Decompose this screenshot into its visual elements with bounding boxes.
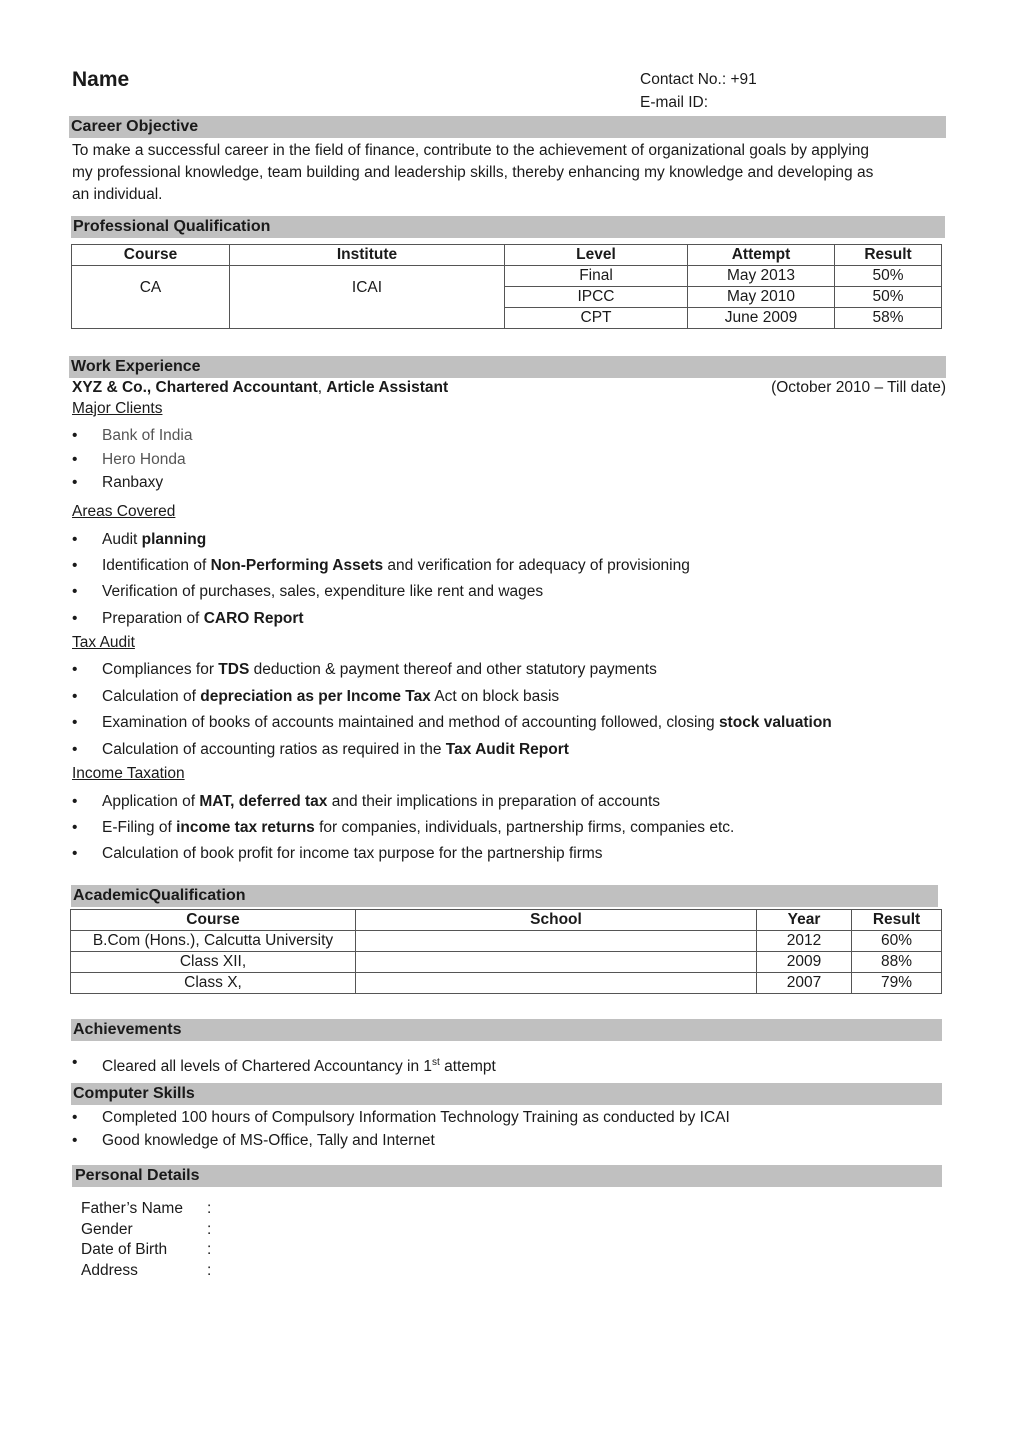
attempt-cell: June 2009 — [688, 308, 835, 329]
table-row — [71, 931, 942, 952]
bullet-icon: • — [72, 741, 78, 758]
course-cell: Class X, — [71, 973, 356, 994]
tax-text: Compliances for TDS deduction & payment thereof and other statutory payments — [102, 661, 657, 678]
area-text: Identification of Non-Performing Assets and verification for adequacy of provisioning — [102, 557, 690, 574]
attempt-cell: May 2010 — [688, 287, 835, 308]
result-cell: 60% — [852, 931, 942, 952]
job-role: Article Assistant — [326, 379, 449, 396]
contact-value: +91 — [730, 71, 757, 88]
professional-qualification-table — [71, 244, 942, 329]
area-text: Audit planning — [102, 531, 207, 548]
table-row — [71, 973, 942, 994]
year-cell: 2012 — [757, 931, 852, 952]
contact-label: Contact No.: — [640, 71, 727, 88]
table-header-row — [72, 245, 942, 266]
col-result: Result — [835, 245, 942, 266]
career-objective-text — [72, 140, 873, 206]
field-label: Date of Birth — [81, 1241, 168, 1258]
tax-audit-heading: Tax Audit — [72, 634, 135, 651]
client-name: Hero Honda — [102, 451, 186, 468]
col-course: Course — [72, 245, 230, 266]
objective-line: an individual. — [72, 186, 163, 203]
income-text: Calculation of book profit for income tax purpose for the partnership firms — [102, 845, 603, 862]
bullet-icon: • — [72, 531, 78, 548]
result-cell: 50% — [835, 266, 942, 287]
bullet-icon: • — [72, 557, 78, 574]
field-label: Address — [81, 1262, 138, 1279]
col-attempt: Attempt — [688, 245, 835, 266]
field-separator: : — [207, 1262, 212, 1279]
personal-field — [81, 1199, 211, 1220]
personal-field — [81, 1261, 211, 1282]
bullet-icon: • — [72, 1109, 78, 1126]
table-row — [72, 266, 942, 287]
skill-text: Good knowledge of MS-Office, Tally and Internet — [102, 1132, 435, 1149]
achievement-text: Cleared all levels of Chartered Accountancy in 1st attempt — [102, 1057, 496, 1076]
objective-line: my professional knowledge, team building and leadership skills, thereby enhancing my knowledge and developing as — [72, 164, 874, 181]
objective-line: To make a successful career in the field of finance, contribute to the achievement of organizational goals by applying — [72, 142, 869, 159]
bullet-icon: • — [72, 793, 78, 810]
bullet-icon: • — [72, 688, 78, 705]
field-label: Father’s Name — [81, 1200, 183, 1217]
result-cell: 79% — [852, 973, 942, 994]
year-cell: 2007 — [757, 973, 852, 994]
field-label: Gender — [81, 1221, 133, 1238]
col-result: Result — [852, 910, 942, 931]
col-year: Year — [757, 910, 852, 931]
level-cell: Final — [505, 266, 688, 287]
area-text: Preparation of CARO Report — [102, 610, 304, 627]
bullet-icon: • — [72, 661, 78, 678]
income-taxation-heading: Income Taxation — [72, 765, 185, 782]
field-separator: : — [207, 1200, 212, 1217]
institute-cell: ICAI — [230, 266, 505, 329]
client-name: Ranbaxy — [102, 474, 164, 491]
table-header-row — [71, 910, 942, 931]
bullet-icon: • — [72, 1054, 78, 1071]
col-institute: Institute — [230, 245, 505, 266]
col-school: School — [356, 910, 757, 931]
bullet-icon: • — [72, 845, 78, 862]
col-level: Level — [505, 245, 688, 266]
major-clients-heading: Major Clients — [72, 400, 163, 417]
course-cell: Class XII, — [71, 952, 356, 973]
email-label: E-mail ID: — [640, 94, 709, 111]
areas-covered-heading: Areas Covered — [72, 503, 176, 520]
field-separator: : — [207, 1221, 212, 1238]
work-experience-heading: Work Experience — [69, 356, 946, 378]
income-text: Application of MAT, deferred tax and their implications in preparation of accounts — [102, 793, 661, 810]
tax-text: Calculation of depreciation as per Income Tax Act on block basis — [102, 688, 560, 705]
bullet-icon: • — [72, 451, 78, 468]
bullet-icon: • — [72, 610, 78, 627]
personal-details-heading: Personal Details — [72, 1165, 942, 1187]
attempt-cell: May 2013 — [688, 266, 835, 287]
computer-skills-heading: Computer Skills — [71, 1083, 942, 1105]
employer-separator: , — [317, 379, 323, 396]
professional-qualification-heading: Professional Qualification — [71, 216, 945, 238]
personal-field — [81, 1220, 211, 1241]
employment-period: (October 2010 – Till date) — [771, 379, 946, 396]
employer-line — [72, 379, 448, 397]
area-text: Verification of purchases, sales, expenditure like rent and wages — [102, 583, 544, 600]
table-row — [71, 952, 942, 973]
bullet-icon: • — [72, 583, 78, 600]
school-cell — [356, 931, 757, 952]
year-cell: 2009 — [757, 952, 852, 973]
bullet-icon: • — [72, 474, 78, 491]
income-text: E-Filing of income tax returns for companies, individuals, partnership firms, companies etc. — [102, 819, 735, 836]
bullet-icon: • — [72, 819, 78, 836]
achievements-heading: Achievements — [71, 1019, 942, 1041]
level-cell: IPCC — [505, 287, 688, 308]
tax-text: Examination of books of accounts maintained and method of accounting followed, closing stock valuation — [102, 714, 832, 731]
personal-field — [81, 1240, 211, 1261]
academic-qualification-heading: AcademicQualification — [71, 885, 938, 907]
course-cell: B.Com (Hons.), Calcutta University — [71, 931, 356, 952]
result-cell: 58% — [835, 308, 942, 329]
bullet-icon: • — [72, 1132, 78, 1149]
client-name: Bank of India — [102, 427, 193, 444]
level-cell: CPT — [505, 308, 688, 329]
field-separator: : — [207, 1241, 212, 1258]
bullet-icon: • — [72, 427, 78, 444]
candidate-name: Name — [72, 68, 130, 91]
school-cell — [356, 973, 757, 994]
skill-text: Completed 100 hours of Compulsory Information Technology Training as conducted by ICAI — [102, 1109, 730, 1126]
tax-text: Calculation of accounting ratios as required in the Tax Audit Report — [102, 741, 569, 758]
course-cell: CA — [72, 266, 230, 329]
bullet-icon: • — [72, 714, 78, 731]
employer-name: XYZ & Co., Chartered Accountant — [72, 379, 318, 396]
academic-qualification-table — [70, 909, 942, 994]
result-cell: 50% — [835, 287, 942, 308]
result-cell: 88% — [852, 952, 942, 973]
col-course: Course — [71, 910, 356, 931]
school-cell — [356, 952, 757, 973]
contact-line — [640, 71, 757, 89]
career-objective-heading: Career Objective — [69, 116, 946, 138]
